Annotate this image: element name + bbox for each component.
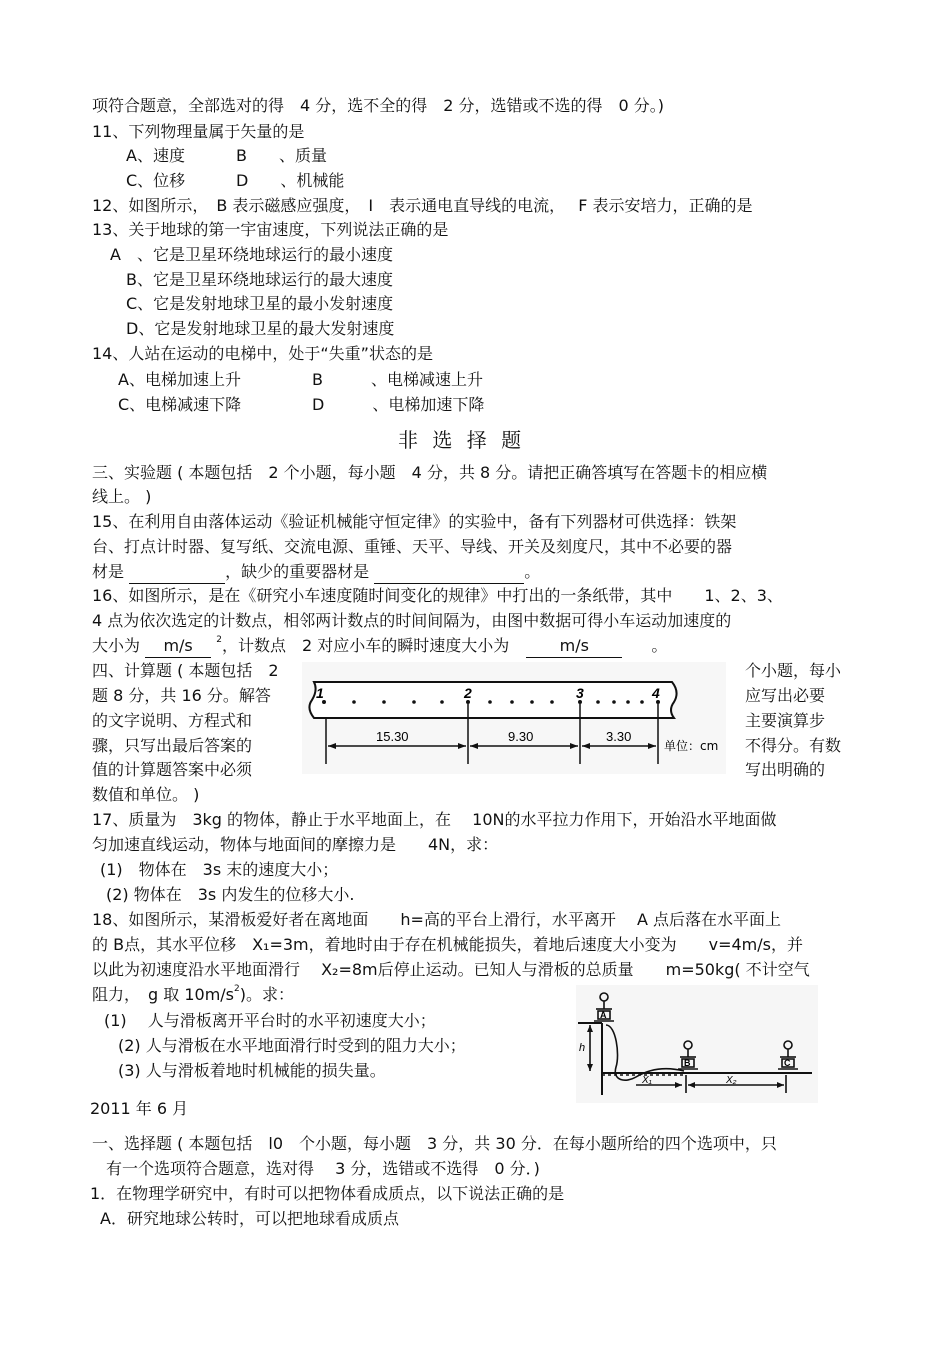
section-3-line-1: 三、实验题 ( 本题包括 2 个小题，每小题 4 分，共 8 分。请把正确答填写在答题卡的相应横 (92, 463, 768, 482)
q13-option-d: D、它是发射地球卫星的最大发射速度 (126, 319, 395, 338)
question-11: 11、下列物理量属于矢量的是 (92, 122, 305, 141)
q18-part-3: (3) 人与滑板着地时机械能的损失量。 (118, 1061, 386, 1080)
q13-option-c: C、它是发射地球卫星的最小发射速度 (126, 294, 394, 313)
q16-exponent: 2 (216, 635, 222, 645)
q18-part-1: (1) 人与滑板离开平台时的水平初速度大小； (104, 1011, 436, 1030)
question-12: 12、如图所示， B 表示磁感应强度， I 表示通电直导线的电流， F 表示安培力，正确的是 (92, 196, 753, 215)
question-13: 13、关于地球的第一宇宙速度，下列说法正确的是 (92, 220, 449, 239)
q14-option-c: C、电梯减速下降 (118, 395, 242, 414)
q14-option-d: D 、电梯加速下降 (312, 395, 485, 414)
q11-option-a: A、速度 (126, 146, 185, 165)
section-4-left-3: 的文字说明、方程式和 (92, 711, 253, 730)
q16-blank-2[interactable] (526, 635, 622, 658)
q13-option-b: B、它是卫星环绕地球运行的最大速度 (126, 270, 393, 289)
label-h: h (579, 1042, 586, 1054)
section-1-line-2: 有一个选项符合题意，选对得 3 分，选错或不选得 0 分．) (106, 1159, 540, 1178)
section-4-left-6: 数值和单位。 ) (92, 785, 200, 804)
section-3-line-2: 线上。 ) (92, 487, 152, 506)
section-4-left-5: 值的计算题答案中必须 (92, 760, 253, 779)
q16-unit-2: m/s (559, 636, 589, 655)
question-16-line-3 (92, 635, 667, 658)
question-15-line-1: 15、在利用自由落体运动《验证机械能守恒定律》的实验中，备有下列器材可供选择：铁架 (92, 512, 737, 531)
question-17-line-1: 17、质量为 3kg 的物体，静止于水平地面上，在 10N的水平拉力作用下，开始沿水平地面做 (92, 810, 777, 829)
intro-line: 项符合题意，全部选对的得 4 分，选不全的得 2 分，选错或不选的得 0 分。) (92, 96, 665, 115)
question-15-line-3 (92, 561, 540, 584)
section-4-right-5: 写出明确的 (745, 760, 826, 779)
q16-unit-1: m/s (163, 636, 193, 655)
question-18-line-3: 以此为初速度沿水平地面滑行 X₂=8m后停止运动。已知人与滑板的总质量 m=50kg( 不计空气 (92, 960, 810, 979)
q14-option-a: A、电梯加速上升 (118, 370, 241, 389)
section-4-left-2: 题 8 分，共 16 分。解答 (92, 686, 271, 705)
q11-option-c: C、位移 (126, 171, 186, 190)
q16-text-3: 。 (651, 636, 668, 655)
q17-part-2: (2) 物体在 3s 内发生的位移大小. (106, 885, 355, 904)
question-17-line-2: 匀加速直线运动，物体与地面间的摩擦力是 4N，求： (92, 835, 499, 854)
label-x2: X₂ (726, 1075, 737, 1086)
section-4-left-4: 骤，只写出最后答案的 (92, 736, 253, 755)
tape-point-3: 3 (576, 685, 584, 701)
label-a: A (600, 1010, 607, 1020)
q15-blank-2[interactable] (374, 561, 524, 584)
segment-2-length: 9.30 (508, 729, 534, 744)
date-line: 2011 年 6 月 (90, 1099, 189, 1118)
q13-option-a: A 、它是卫星环绕地球运行的最小速度 (110, 245, 393, 264)
q18-exponent: 2 (234, 984, 240, 994)
question-18-line-1: 18、如图所示，某滑板爱好者在离地面 h=高的平台上滑行，水平离开 A 点后落在水平面上 (92, 910, 782, 929)
skateboard-figure (576, 985, 818, 1103)
section-4-right-1: 个小题，每小 (745, 661, 842, 680)
q17-part-1: (1) 物体在 3s 末的速度大小； (100, 860, 339, 879)
label-c: C (784, 1058, 791, 1068)
question-14: 14、人站在运动的电梯中，处于“失重”状态的是 (92, 344, 433, 363)
q15-text-3: 。 (524, 562, 541, 581)
label-x1: X₁ (642, 1075, 652, 1086)
question-1: 1．在物理学研究中，有时可以把物体看成质点，以下说法正确的是 (90, 1184, 565, 1203)
tape-point-4: 4 (652, 685, 660, 701)
q11-option-d: D 、机械能 (236, 171, 345, 190)
paper-tape-figure (302, 662, 726, 774)
q18-text-1: 阻力， g 取 10m/s (92, 985, 235, 1004)
question-16-line-2: 4 点为依次选定的计数点，相邻两计数点的时间间隔为，由图中数据可得小车运动加速度的 (92, 611, 732, 630)
q15-text-1: 材是 (92, 562, 125, 581)
q16-text-1: 大小为 (92, 636, 141, 655)
section-heading: 非 选 择 题 (398, 428, 526, 452)
question-18-line-2: 的 B点，其水平位移 X₁=3m，着地时由于存在机械能损失，着地后速度大小变为 v=4m/s，并 (92, 935, 803, 954)
q18-text-2: )。求： (239, 985, 294, 1004)
tape-point-1: 1 (316, 685, 324, 701)
q15-blank-1[interactable] (129, 561, 225, 584)
section-1-line-1: 一、选择题 ( 本题包括 l0 个小题，每小题 3 分，共 30 分．在每小题所给的四个选项中，只 (92, 1134, 777, 1153)
section-4-right-3: 主要演算步 (745, 711, 826, 730)
label-b: B (684, 1058, 691, 1068)
question-16-line-1: 16、如图所示，是在《研究小车速度随时间变化的规律》中打出的一条纸带，其中 1、2、3、 (92, 586, 783, 605)
q14-option-b: B 、电梯减速上升 (312, 370, 483, 389)
q11-option-b: B 、质量 (236, 146, 327, 165)
q16-text-2: ，计数点 2 对应小车的瞬时速度大小为 (221, 636, 510, 655)
section-4-right-2: 应写出必要 (745, 686, 826, 705)
q15-text-2: ，缺少的重要器材是 (225, 562, 370, 581)
tape-point-2: 2 (464, 685, 472, 701)
question-15-line-2: 台、打点计时器、复写纸、交流电源、重锤、天平、导线、开关及刻度尺，其中不必要的器 (92, 537, 733, 556)
q18-part-2: (2) 人与滑板在水平地面滑行时受到的阻力大小； (118, 1036, 466, 1055)
question-18-line-4 (92, 984, 294, 1006)
section-4-left-1: 四、计算题 ( 本题包括 2 (92, 661, 279, 680)
q1-option-a: A．研究地球公转时，可以把地球看成质点 (100, 1209, 399, 1228)
segment-3-length: 3.30 (606, 729, 632, 744)
q16-blank-1[interactable] (145, 635, 211, 658)
segment-1-length: 15.30 (376, 729, 409, 744)
unit-label: 单位：cm (664, 739, 719, 753)
section-4-right-4: 不得分。有数 (745, 736, 842, 755)
